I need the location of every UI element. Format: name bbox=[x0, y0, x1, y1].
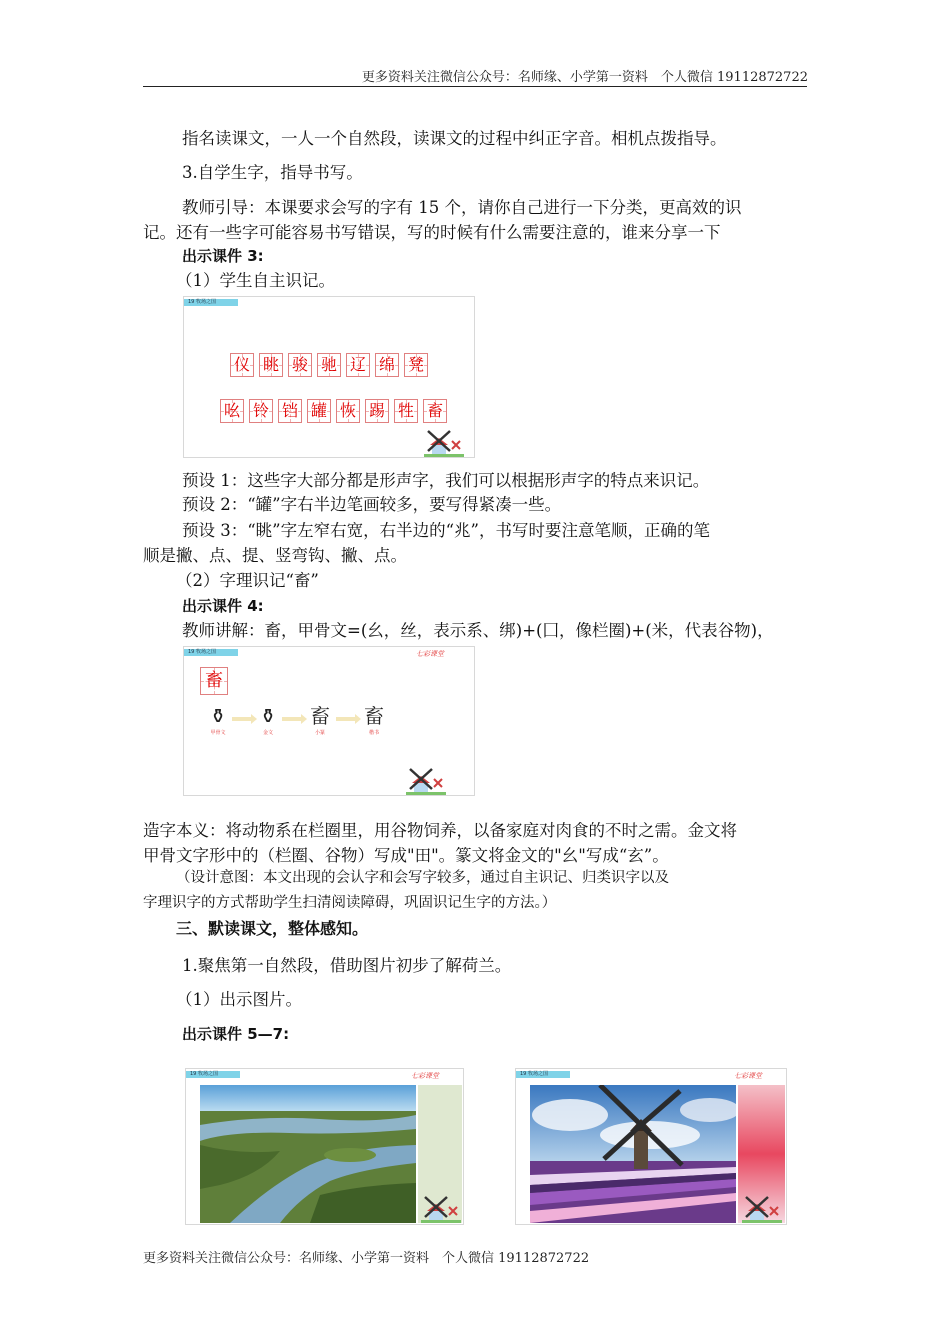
subheading-self-memorize: （1）学生自主识记。 bbox=[176, 271, 335, 290]
origin-line-2: 甲骨文字形中的（栏圈、谷物）写成"田"。篆文将金文的"幺"写成“玄”。 bbox=[143, 846, 669, 865]
paragraph-teacher-guide-1: 教师引导：本课要求会写的字有 15 个，请你自己进行一下分类，更高效的识 bbox=[182, 198, 742, 217]
windmill-icon bbox=[406, 765, 446, 795]
main-char-box: 畜 bbox=[200, 667, 228, 695]
section-3-heading: 三、默读课文，整体感知。 bbox=[176, 919, 369, 938]
teacher-explain: 教师讲解：畜，甲骨文=(幺，丝，表示系、绑)+(囗，像栏圈)+(米，代表谷物)， bbox=[182, 621, 774, 640]
arrow-icon bbox=[282, 717, 302, 721]
design-intent-2: 字理识字的方式帮助学生扫清阅读障碍，巩固识记生字的方法。） bbox=[143, 895, 557, 911]
stage-oracle: ⚱ 甲骨文 bbox=[209, 704, 227, 736]
river-landscape-photo bbox=[200, 1085, 416, 1223]
preset-2: 预设 2：“罐”字右半边笔画较多，要写得紧凑一些。 bbox=[182, 495, 562, 514]
stage-regular: 畜 楷书 bbox=[364, 704, 384, 736]
char-box: 眺 bbox=[259, 353, 283, 377]
paragraph-teacher-guide-2: 记。还有一些字可能容易书写错误，写的时候有什么需要注意的，谁来分享一下 bbox=[143, 223, 721, 242]
courseware-slide-3 bbox=[183, 296, 475, 458]
char-box: 牲 bbox=[394, 399, 418, 423]
page-header: 更多资料关注微信公众号：名师缘、小学第一资料 个人微信 19112872722 bbox=[361, 70, 808, 85]
windmill-icon bbox=[742, 1193, 782, 1223]
slide-tag: 19 牧场之国 bbox=[186, 1071, 240, 1078]
char-box: 铃 bbox=[249, 399, 273, 423]
step-1: 1.聚焦第一自然段，借助图片初步了解荷兰。 bbox=[182, 956, 512, 975]
slide-tag: 19 牧场之国 bbox=[516, 1071, 570, 1078]
courseware-slide-5 bbox=[185, 1068, 464, 1225]
preset-3-line-1: 预设 3：“眺”字左窄右宽，右半边的“兆”，书写时要注意笔顺，正确的笔 bbox=[182, 521, 710, 540]
char-box: 踢 bbox=[365, 399, 389, 423]
arrow-icon bbox=[336, 717, 356, 721]
windmill-tulip-photo bbox=[530, 1085, 736, 1223]
stage-bronze: ⚱ 金文 bbox=[259, 704, 277, 736]
slide-tag: 19 牧场之国 bbox=[184, 299, 238, 306]
subheading-show-picture: （1）出示图片。 bbox=[176, 990, 302, 1009]
paragraph-read-aloud: 指名读课文，一人一个自然段，读课文的过程中纠正字音。相机点拨指导。 bbox=[182, 129, 727, 148]
header-rule bbox=[143, 86, 807, 87]
char-box: 仪 bbox=[230, 353, 254, 377]
brand-logo: 七彩课堂 bbox=[411, 1072, 439, 1080]
courseware-slide-6 bbox=[515, 1068, 787, 1225]
char-box: 畜 bbox=[423, 399, 447, 423]
preset-3-line-2: 顺是撇、点、提、竖弯钩、撇、点。 bbox=[143, 546, 407, 565]
char-box: 驰 bbox=[317, 353, 341, 377]
design-intent-1: （设计意图：本文出现的会认字和会写字较多，通过自主识记、归类识字以及 bbox=[176, 870, 669, 886]
courseware-5-7-label: 出示课件 5—7: bbox=[182, 1025, 290, 1043]
char-box: 凳 bbox=[404, 353, 428, 377]
courseware-slide-4 bbox=[183, 646, 475, 796]
paragraph-self-study: 3.自学生字，指导书写。 bbox=[182, 163, 363, 182]
char-box: 吆 bbox=[220, 399, 244, 423]
courseware-4-label: 出示课件 4: bbox=[182, 597, 264, 615]
windmill-icon bbox=[421, 1193, 461, 1223]
char-box: 铛 bbox=[278, 399, 302, 423]
origin-line-1: 造字本义：将动物系在栏圈里，用谷物饲养，以备家庭对肉食的不时之需。金文将 bbox=[143, 821, 737, 840]
courseware-3-label: 出示课件 3: bbox=[182, 247, 264, 265]
slide-tag: 19 牧场之国 bbox=[184, 649, 238, 656]
page-footer: 更多资料关注微信公众号：名师缘、小学第一资料 个人微信 19112872722 bbox=[143, 1251, 590, 1266]
preset-1: 预设 1：这些字大部分都是形声字，我们可以根据形声字的特点来识记。 bbox=[182, 471, 710, 490]
char-box: 罐 bbox=[307, 399, 331, 423]
stage-seal: 畜 小篆 bbox=[310, 704, 330, 736]
subheading-char-origin: （2）字理识记“畜” bbox=[176, 571, 319, 590]
brand-logo: 七彩课堂 bbox=[416, 650, 444, 658]
char-box: 辽 bbox=[346, 353, 370, 377]
char-box: 骏 bbox=[288, 353, 312, 377]
char-box: 恢 bbox=[336, 399, 360, 423]
windmill-icon bbox=[424, 427, 464, 457]
brand-logo: 七彩课堂 bbox=[734, 1072, 762, 1080]
char-box: 绵 bbox=[375, 353, 399, 377]
